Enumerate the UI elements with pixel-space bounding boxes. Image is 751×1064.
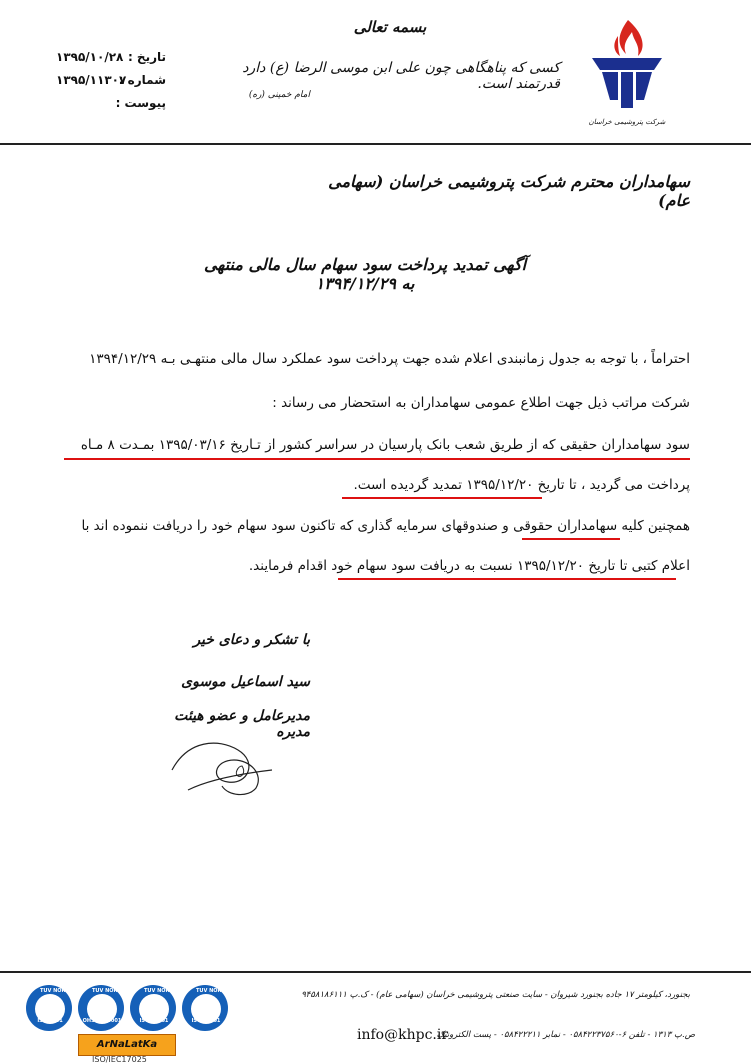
cert-label: OHSAS 18001 — [82, 1018, 122, 1024]
cert-iso9001-icon — [26, 985, 76, 1033]
cert-iso14001-icon — [130, 985, 180, 1033]
paragraph-line-3: سود سهامداران حقیقی که از طریق شعب بانک پارسیان در سراسر کشور از تـاریخ ۱۳۹۵/۰۳/۱۶ بمـدت ۸ مـاه — [80, 437, 690, 453]
paragraph-line-1: احتراماً ، با توجه به جدول زمانبندی اعلام شده جهت پرداخت سود عملکرد سال مالی منتهـی بـه ۱۳۹۴/۱۲/۲۹ — [89, 351, 690, 367]
number-label: شماره : — [118, 73, 166, 87]
cert-top-text: TUV NORD — [92, 988, 122, 994]
red-underline-3 — [522, 538, 620, 540]
cert-top-text: TUV NORD — [40, 988, 70, 994]
footer-address: بجنورد، کیلومتر ۱۷ جاده بجنورد شیروان - سایت صنعتی پتروشیمی خراسان (سهامی عام) - ک.پ ۹۴۵۸۱۸۶۱۱۱ — [301, 990, 690, 1000]
cert-top-text: TUV NORD — [144, 988, 174, 994]
header-quote: کسی که پناهگاهی چون علی ابن موسی الرضا (ع) دارد قدرتمند است. — [242, 60, 560, 92]
announcement-title: آگهی تمدید پرداخت سود سهام سال مالی منتهی به ۱۳۹۴/۱۲/۲۹ — [203, 255, 527, 293]
quote-source: امام خمینی (ره) — [248, 90, 310, 100]
lab-badge: ArNaLatKa — [78, 1034, 176, 1056]
cert-ohsas18001-icon — [78, 985, 128, 1033]
logo-caption: شرکت پتروشیمی خراسان — [588, 118, 666, 126]
cert-label: ISO 14001 — [139, 1018, 169, 1024]
date-value: ۱۳۹۵/۱۰/۲۸ — [56, 50, 124, 64]
red-underline-4 — [338, 578, 676, 580]
footer-email[interactable]: info@khpc.ir — [357, 1027, 449, 1043]
lab-standard: ISO/IEC17025 — [92, 1055, 147, 1064]
red-underline-1 — [64, 458, 690, 460]
cert-iso50001-icon — [182, 985, 232, 1033]
number-row — [56, 73, 166, 89]
date-row — [56, 50, 166, 66]
paragraph-line-6: اعلام کتبی تا تاریخ ۱۳۹۵/۱۲/۲۰ نسبت به دریافت سود سهام خود اقدام فرمایند. — [248, 558, 690, 574]
paragraph-line-5: همچنین کلیه سهامداران حقوقی و صندوقهای سرمایه گذاری که تاکنون سود سهام خود را دریافت ننموده اند با — [81, 518, 690, 534]
paragraph-line-2: شرکت مراتب ذیل جهت اطلاع عمومی سهامداران به استحضار می رساند : — [272, 395, 690, 411]
signature-closing: با تشکر و دعای خیر — [193, 632, 310, 648]
cert-label: ISO 50001 — [191, 1018, 221, 1024]
company-logo — [588, 14, 666, 136]
header-divider — [0, 143, 751, 145]
certificate-logos — [26, 985, 241, 1033]
footer-divider — [0, 971, 751, 973]
signature-name: سید اسماعیل موسوی — [181, 674, 310, 690]
signature-title: مدیرعامل و عضو هیئت مدیره — [174, 708, 310, 740]
bismillah: بسمه تعالی — [353, 18, 427, 36]
handwritten-signature-icon — [168, 730, 278, 800]
paragraph-line-4: پرداخت می گردید ، تا تاریخ ۱۳۹۵/۱۲/۲۰ تمدید گردیده است. — [353, 477, 690, 493]
footer-contact: ص.پ ۱۳۱۳ - تلفن ۶-۰۵۸۴۲۲۳۷۵۶۰ - نمابر ۰۵۸۴۲۲۲۱۱ - پست الکترونیک — [436, 1030, 695, 1040]
cert-label: ISO 9001 — [37, 1018, 63, 1024]
red-underline-2 — [342, 497, 542, 499]
cert-top-text: TUV NORD — [196, 988, 226, 994]
number-value: ۱۳۹۵/۱۱۳۰۷ — [56, 73, 127, 87]
attachment-row — [56, 96, 166, 112]
attachment-label: پیوست : — [115, 96, 166, 110]
date-label: تاریخ : — [127, 50, 166, 64]
addressee: سهامداران محترم شرکت پتروشیمی خراسان (سهامی عام) — [328, 172, 690, 210]
